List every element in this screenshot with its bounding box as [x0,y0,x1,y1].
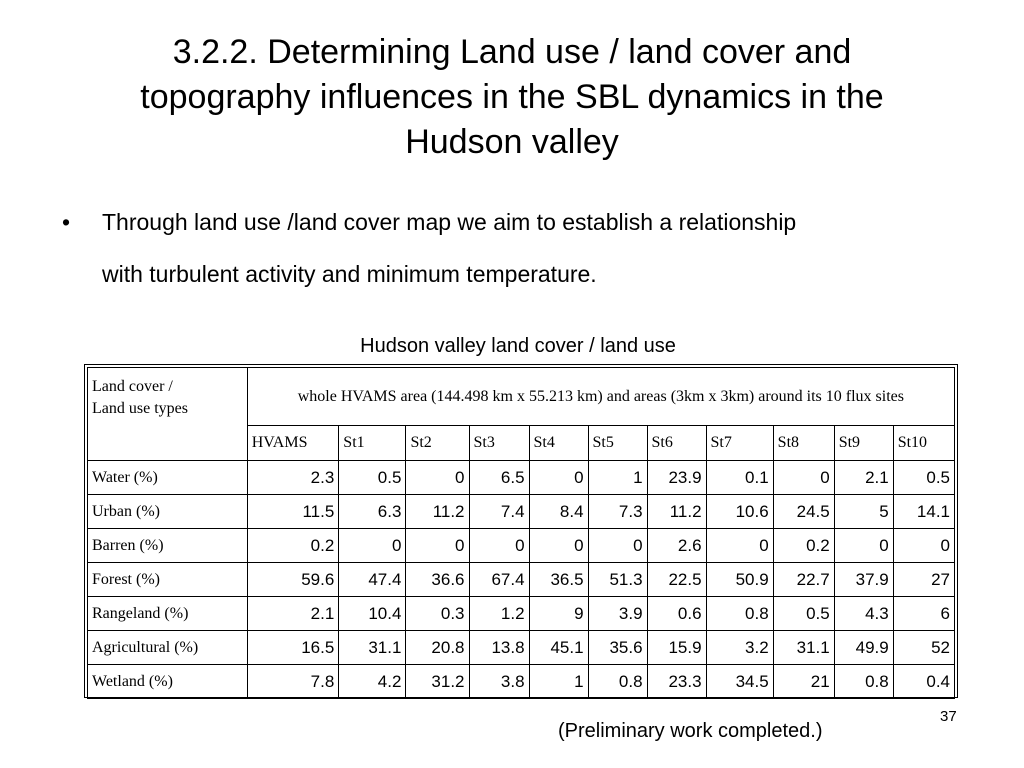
table-cell: 0 [773,461,834,495]
table-cell: 21 [773,665,834,699]
table-caption: Hudson valley land cover / land use [360,335,676,357]
table-cell: 35.6 [588,631,647,665]
table-cell: 0 [339,529,406,563]
table-cell: 37.9 [834,563,893,597]
table-cell: 6.3 [339,495,406,529]
table-cell: 0.5 [893,461,954,495]
table-row [88,563,955,597]
table-cell: 27 [893,563,954,597]
table-cell: 49.9 [834,631,893,665]
table-cell: 31.1 [339,631,406,665]
column-header-st6: St6 [647,426,706,461]
table-cell: 20.8 [406,631,469,665]
bullet-text-line-2: with turbulent activity and minimum temperature. [102,261,597,287]
table-cell: 0.1 [706,461,773,495]
footer-note: (Preliminary work completed.) [558,720,823,742]
table-cell: 10.4 [339,597,406,631]
bullet-marker: • [62,209,71,235]
land-type-header-line-2: Land use types [92,400,188,417]
row-label: Urban (%) [88,495,248,529]
table-cell: 3.8 [469,665,529,699]
table-cell: 4.3 [834,597,893,631]
table-cell: 0 [706,529,773,563]
slide-title-line-3: Hudson valley [405,123,619,161]
bullet-text-line-1: Through land use /land cover map we aim to establish a relationship [102,209,797,235]
table-cell: 2.1 [834,461,893,495]
row-label: Agricultural (%) [88,631,248,665]
table-cell: 0 [834,529,893,563]
table-cell: 4.2 [339,665,406,699]
table-cell: 0 [529,461,588,495]
table-row [88,631,955,665]
table-cell: 24.5 [773,495,834,529]
land-type-header-line-1: Land cover / [92,378,173,395]
table-cell: 36.5 [529,563,588,597]
table-cell: 0.4 [893,665,954,699]
table-cell: 14.1 [893,495,954,529]
table-cell: 1.2 [469,597,529,631]
table-cell: 7.4 [469,495,529,529]
table-cell: 59.6 [247,563,339,597]
table-cell: 2.3 [247,461,339,495]
table-cell: 8.4 [529,495,588,529]
table-cell: 16.5 [247,631,339,665]
table-cell: 6 [893,597,954,631]
table-row [88,665,955,699]
table-cell: 52 [893,631,954,665]
row-label: Water (%) [88,461,248,495]
table-row [88,529,955,563]
table-cell: 7.8 [247,665,339,699]
table-cell: 3.2 [706,631,773,665]
column-header-st9: St9 [834,426,893,461]
table-cell: 67.4 [469,563,529,597]
table-cell: 0.5 [339,461,406,495]
column-header-st3: St3 [469,426,529,461]
bullet-point [62,196,982,300]
table-cell: 15.9 [647,631,706,665]
table-cell: 34.5 [706,665,773,699]
table-cell: 23.9 [647,461,706,495]
table-cell: 0.3 [406,597,469,631]
area-header: whole HVAMS area (144.498 km x 55.213 km) and areas (3km x 3km) around its 10 flux sites [247,368,954,426]
page-number: 37 [940,708,957,725]
table-cell: 2.1 [247,597,339,631]
table-cell: 0 [406,461,469,495]
column-header-st7: St7 [706,426,773,461]
column-header-st2: St2 [406,426,469,461]
table-cell: 45.1 [529,631,588,665]
table-cell: 7.3 [588,495,647,529]
column-header-st8: St8 [773,426,834,461]
table-cell: 3.9 [588,597,647,631]
table-cell: 23.3 [647,665,706,699]
row-label: Barren (%) [88,529,248,563]
table-cell: 10.6 [706,495,773,529]
row-label: Rangeland (%) [88,597,248,631]
table-cell: 22.5 [647,563,706,597]
table-cell: 0 [588,529,647,563]
table-cell: 0 [469,529,529,563]
table-cell: 13.8 [469,631,529,665]
table-cell: 0.8 [834,665,893,699]
table-row [88,461,955,495]
table-cell: 50.9 [706,563,773,597]
table-cell: 6.5 [469,461,529,495]
table-cell: 11.2 [647,495,706,529]
table-cell: 47.4 [339,563,406,597]
table-cell: 22.7 [773,563,834,597]
slide-title-line-2: topography influences in the SBL dynamics in the [140,78,884,116]
table-cell: 51.3 [588,563,647,597]
table-cell: 0.2 [247,529,339,563]
table-cell: 0 [406,529,469,563]
table-cell: 11.2 [406,495,469,529]
column-header-st10: St10 [893,426,954,461]
table-cell: 9 [529,597,588,631]
table-cell: 0.5 [773,597,834,631]
table-row [88,495,955,529]
slide-title-line-1: 3.2.2. Determining Land use / land cover and [172,33,852,71]
table-cell: 0.8 [588,665,647,699]
table-cell: 0 [529,529,588,563]
row-label: Forest (%) [88,563,248,597]
table-cell: 1 [529,665,588,699]
table-cell: 36.6 [406,563,469,597]
table-cell: 5 [834,495,893,529]
slide-title [40,30,984,165]
table-cell: 0 [893,529,954,563]
table-cell: 31.1 [773,631,834,665]
land-cover-table-frame [84,364,958,698]
column-header-st4: St4 [529,426,588,461]
table-cell: 0.6 [647,597,706,631]
table-body [88,461,955,699]
column-header-hvams: HVAMS [247,426,339,461]
table-cell: 31.2 [406,665,469,699]
table-cell: 1 [588,461,647,495]
column-header-st5: St5 [588,426,647,461]
column-header-st1: St1 [339,426,406,461]
land-cover-table [87,367,955,699]
table-cell: 0.2 [773,529,834,563]
table-cell: 2.6 [647,529,706,563]
table-row [88,597,955,631]
table-cell: 11.5 [247,495,339,529]
land-type-header [88,368,248,461]
table-cell: 0.8 [706,597,773,631]
row-label: Wetland (%) [88,665,248,699]
